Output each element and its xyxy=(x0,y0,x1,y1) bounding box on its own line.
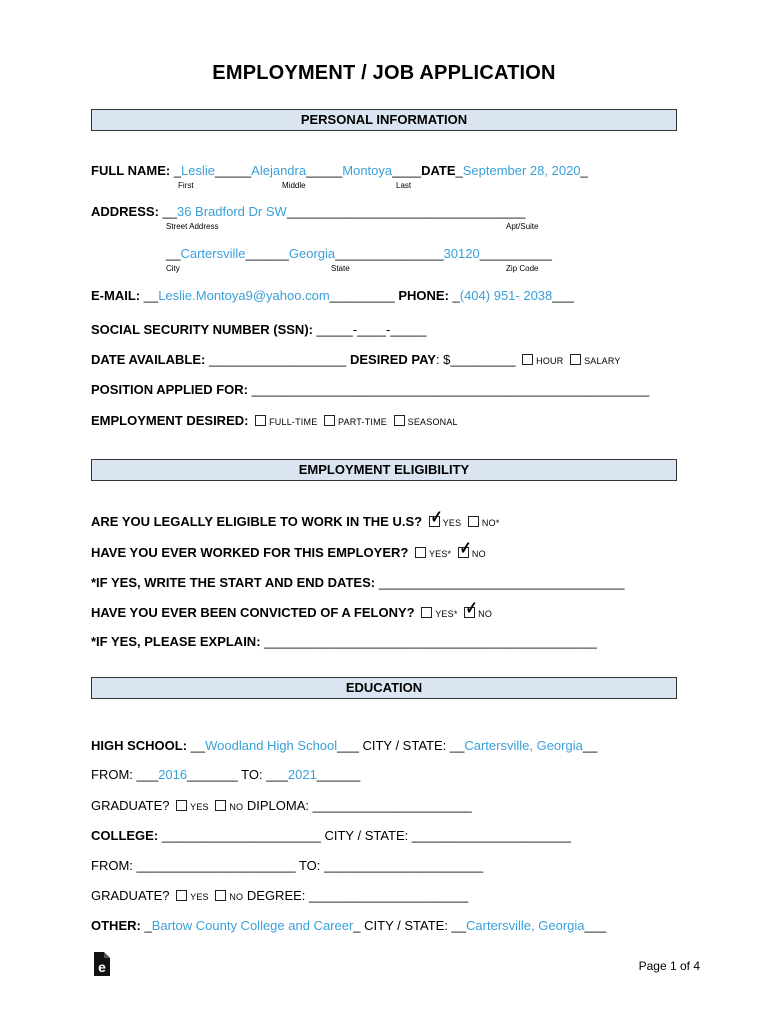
city-caption: City xyxy=(166,264,180,273)
address-label: ADDRESS: xyxy=(91,204,159,219)
no-label: NO xyxy=(229,802,244,812)
felony-question: HAVE YOU EVER BEEN CONVICTED OF A FELONY? xyxy=(91,605,415,620)
state-caption: State xyxy=(331,264,350,273)
date-available-field[interactable]: ___________________ xyxy=(208,352,347,367)
degree-field[interactable]: ______________________ xyxy=(309,888,469,903)
part-time-checkbox[interactable] xyxy=(324,415,335,426)
diploma-field[interactable]: ______________________ xyxy=(312,798,472,813)
no-label: NO xyxy=(229,892,244,902)
high-school-label: HIGH SCHOOL: xyxy=(91,738,188,753)
city-state-label: CITY / STATE: xyxy=(362,738,447,753)
salary-label: SALARY xyxy=(584,356,621,366)
email-phone-row: E-MAIL: __Leslie.Montoya9@yahoo.com_________ PHONE: _(404) 951- 2038___ xyxy=(91,288,574,303)
yes-label: YES* xyxy=(428,549,452,559)
hs-dates-row: FROM: ___2016_______ TO: ___2021______ xyxy=(91,767,361,782)
hour-checkbox[interactable] xyxy=(522,354,533,365)
hs-city-state-value[interactable]: Cartersville, Georgia xyxy=(464,738,583,753)
eligible-row xyxy=(91,507,500,531)
yes-label: YES xyxy=(442,518,462,528)
full-name-label: FULL NAME: xyxy=(91,163,171,178)
other-row: OTHER: _Bartow County College and Career_ CITY / STATE: __Cartersville, Georgia___ xyxy=(91,918,607,933)
position-row xyxy=(91,382,649,398)
apt-caption: Apt/Suite xyxy=(506,222,539,231)
eligible-question: ARE YOU LEGALLY ELIGIBLE TO WORK IN THE U.S? xyxy=(91,514,423,529)
eligible-yes-checkbox[interactable] xyxy=(429,507,443,527)
hs-to-value[interactable]: 2021 xyxy=(287,767,317,782)
street-value[interactable]: 36 Bradford Dr SW xyxy=(176,204,287,219)
check-mark-icon: ✓ xyxy=(459,538,472,558)
college-to-field[interactable]: ______________________ xyxy=(324,858,484,873)
graduate-label: GRADUATE? xyxy=(91,798,170,813)
zip-value[interactable]: 30120 xyxy=(443,246,480,261)
last-name-value[interactable]: Montoya xyxy=(342,163,393,178)
from-label: FROM: xyxy=(91,767,133,782)
no-label: NO* xyxy=(481,518,500,528)
worked-before-row xyxy=(91,538,486,562)
first-caption: First xyxy=(178,181,194,190)
high-school-row: HIGH SCHOOL: __Woodland High School___ CITY / STATE: __Cartersville, Georgia__ xyxy=(91,738,598,753)
email-value[interactable]: Leslie.Montoya9@yahoo.com xyxy=(158,288,330,303)
full-time-checkbox[interactable] xyxy=(255,415,266,426)
college-graduate-yes-checkbox[interactable] xyxy=(176,890,187,901)
first-name-value[interactable]: Leslie xyxy=(181,163,216,178)
yes-label: YES xyxy=(190,802,209,812)
page-number: Page 1 of 4 xyxy=(638,959,700,973)
seasonal-checkbox[interactable] xyxy=(394,415,405,426)
college-graduate-row xyxy=(91,888,468,905)
felony-yes-checkbox[interactable] xyxy=(421,607,432,618)
graduate-label: GRADUATE? xyxy=(91,888,170,903)
seasonal-label: SEASONAL xyxy=(407,417,458,427)
other-city-state-value[interactable]: Cartersville, Georgia xyxy=(466,918,585,933)
from-label: FROM: xyxy=(91,858,133,873)
eforms-logo-icon xyxy=(92,951,112,977)
availability-row: DATE AVAILABLE: ___________________ DESIRED PAY: $_________ HOUR SALARY xyxy=(91,352,621,367)
employment-desired-row xyxy=(91,413,458,430)
date-label: DATE xyxy=(421,163,456,178)
degree-label: DEGREE: xyxy=(246,888,306,903)
hs-from-value[interactable]: 2016 xyxy=(158,767,188,782)
ssn-row xyxy=(91,322,427,338)
salary-checkbox[interactable] xyxy=(570,354,581,365)
middle-name-value[interactable]: Alejandra xyxy=(251,163,307,178)
worked-yes-checkbox[interactable] xyxy=(415,547,426,558)
worked-no-checkbox[interactable] xyxy=(458,538,472,558)
dates-row xyxy=(91,575,625,591)
hs-graduate-row xyxy=(91,798,472,815)
hs-graduate-yes-checkbox[interactable] xyxy=(176,800,187,811)
hs-graduate-no-checkbox[interactable] xyxy=(215,800,226,811)
city-state-label: CITY / STATE: xyxy=(364,918,448,933)
college-field[interactable]: ______________________ xyxy=(161,828,321,843)
hour-label: HOUR xyxy=(536,356,564,366)
college-graduate-no-checkbox[interactable] xyxy=(215,890,226,901)
college-city-state-field[interactable]: ______________________ xyxy=(411,828,571,843)
position-field[interactable]: _______________________________________________________ xyxy=(251,382,650,397)
explain-field[interactable]: ______________________________________________ xyxy=(264,634,597,649)
diploma-label: DIPLOMA: xyxy=(246,798,310,813)
check-mark-icon: ✓ xyxy=(430,507,443,527)
explain-row xyxy=(91,634,597,650)
to-label: TO: xyxy=(298,858,321,873)
college-from-field[interactable]: ______________________ xyxy=(136,858,296,873)
zip-caption: Zip Code xyxy=(506,264,539,273)
city-state-zip-row: __Cartersville______Georgia_______________30120__________ xyxy=(166,246,553,261)
ssn-field[interactable]: _____-____-_____ xyxy=(316,322,427,337)
felony-no-checkbox[interactable] xyxy=(464,598,478,618)
city-state-label: CITY / STATE: xyxy=(324,828,409,843)
to-label: TO: xyxy=(241,767,263,782)
college-label: COLLEGE: xyxy=(91,828,159,843)
check-mark-icon: ✓ xyxy=(465,598,478,618)
ssn-label: SOCIAL SECURITY NUMBER (SSN): xyxy=(91,322,313,337)
other-label: OTHER: xyxy=(91,918,141,933)
full-name-row: FULL NAME: _Leslie_____Alejandra_____Montoya____DATE_September 28, 2020_ xyxy=(91,163,588,178)
address-row: ADDRESS: __36 Bradford Dr SW_________________________________ xyxy=(91,204,526,219)
logo-letter: e xyxy=(98,959,106,975)
yes-label: YES* xyxy=(435,609,458,619)
position-label: POSITION APPLIED FOR: xyxy=(91,382,248,397)
desired-pay-label: DESIRED PAY xyxy=(349,352,436,367)
page-title: EMPLOYMENT / JOB APPLICATION xyxy=(212,62,556,84)
phone-value[interactable]: (404) 951- 2038 xyxy=(459,288,553,303)
date-available-label: DATE AVAILABLE: xyxy=(91,352,206,367)
yes-label: YES xyxy=(190,892,209,902)
full-time-label: FULL-TIME xyxy=(269,417,318,427)
high-school-value[interactable]: Woodland High School xyxy=(205,738,338,753)
desired-pay-field[interactable]: _________ xyxy=(450,352,516,367)
eligible-no-checkbox[interactable] xyxy=(468,516,479,527)
other-value[interactable]: Bartow County College and Career xyxy=(151,918,354,933)
explain-question: *IF YES, PLEASE EXPLAIN: xyxy=(91,634,261,649)
city-value[interactable]: Cartersville xyxy=(180,246,246,261)
part-time-label: PART-TIME xyxy=(338,417,388,427)
worked-before-question: HAVE YOU EVER WORKED FOR THIS EMPLOYER? xyxy=(91,545,409,560)
section-header-education: EDUCATION xyxy=(91,677,677,699)
middle-caption: Middle xyxy=(282,181,306,190)
dates-field[interactable]: __________________________________ xyxy=(378,575,625,590)
street-caption: Street Address xyxy=(166,222,219,231)
felony-row xyxy=(91,598,493,622)
state-value[interactable]: Georgia xyxy=(288,246,336,261)
phone-label: PHONE: xyxy=(398,288,449,303)
section-header-personal: PERSONAL INFORMATION xyxy=(91,109,677,131)
employment-desired-label: EMPLOYMENT DESIRED: xyxy=(91,413,249,428)
college-row xyxy=(91,828,571,844)
section-header-eligibility: EMPLOYMENT ELIGIBILITY xyxy=(91,459,677,481)
college-dates-row xyxy=(91,858,483,874)
date-value[interactable]: September 28, 2020 xyxy=(462,163,581,178)
no-label: NO xyxy=(471,549,486,559)
email-label: E-MAIL: xyxy=(91,288,141,303)
last-caption: Last xyxy=(396,181,412,190)
no-label: NO xyxy=(478,609,493,619)
dates-question: *IF YES, WRITE THE START AND END DATES: xyxy=(91,575,376,590)
